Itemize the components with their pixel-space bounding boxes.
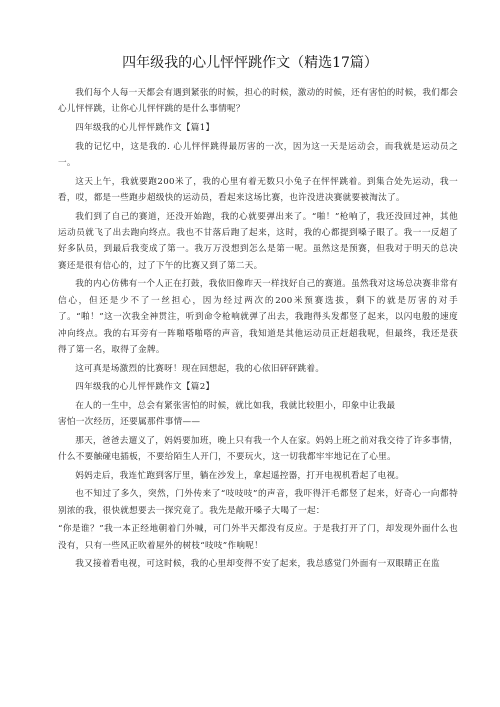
paragraph: 我的内心仿佛有一个人正在打鼓，我依旧像昨天一样找好自己的赛道。虽然我对这场总决赛非常有信心，但还是少不了一丝担心，因为经过两次的200米预赛选拔，剩下的就是厉害的对手了。“啪！”这一次我全神贯注，听到命令枪响就弹了出去，我跑得头发都竖了起来，以闪电般的速度冲向终点。我的右耳旁有一阵啪嗒啪嗒的声音，我知道是其他运动员正赶超我呢，但最终，我还是获得了第一名，取得了金牌。 [58, 279, 458, 356]
paragraph: 在人的一生中，总会有紧张害怕的时候，就比如我，我就比较胆小，印象中让我最 [75, 400, 396, 411]
paragraph: 那天，爸爸去遛义了，妈妈要加班，晚上只有我一个人在家。妈妈上班之前对我交待了许多事情，什么不要触碰电插板，不要给陌生人开门，不要玩火，这一切我都牢牢地记在了心里。 [58, 435, 458, 463]
paragraph-intro: 我们每个人每一天都会有遇到紧张的时候，担心的时候，激动的时候，还有害怕的时候，我们都会心儿怦怦跳，让你心儿怦怦跳的是什么事情呢？ [58, 88, 458, 115]
document-body [58, 85, 458, 575]
paragraph: 也不知过了多久，突然，门外传来了“吱吱吱”的声音，我吓得汗毛都竖了起来，好奇心一向都特别浓的我，很快就想要去一探究竟了。我先是敞开嗓子大喝了一起： [58, 489, 458, 516]
paragraph: 妈妈走后，我连忙跑到客厅里，躺在沙发上，拿起遥控器，打开电视机看起了电视。 [75, 470, 405, 481]
paragraph: 这天上午，我就要跑200米了，我的心里有着无数只小兔子在怦怦跳着。到集合处先运动，我一看，哎，都是一些跑步超级快的运动员，看起来这场比赛，也许没进决赛就要被淘汰了。 [58, 176, 458, 203]
paragraph-continuation: 害怕一次经历，还要属那件事情—— [58, 417, 201, 428]
section-heading-2: 四年级我的心儿怦怦跳作文【篇2】 [75, 382, 215, 393]
paragraph-quote: “你是谁？”我一本正经地朝着门外喊，可门外半天都没有反应。于是我打开了门，却发现外面什么也没有，只有一些风正吹着屋外的树枝“吱吱”作响呢！ [58, 524, 458, 551]
paragraph: 我又接着看电视，可这时候，我的心里却变得不安了起来，我总感觉门外面有一双眼睛正在监 [75, 559, 440, 570]
section-heading-1: 四年级我的心儿怦怦跳作文【篇1】 [75, 123, 215, 133]
paragraph: 我们到了自己的赛道，还没开始跑，我的心就要弹出来了。“啪！”枪响了，我还没回过神，其他运动员就飞了出去跑向终点。我也不甘落后跑了起来，这时，我的心都提到嗓子眼了。我一一反超了好多队员，到最后我变成了第一。我万万没想到怎么是第一呢。虽然这是预赛，但我对于明天的总决赛还是很有信心的，过了下午的比赛又到了第二天。 [58, 211, 458, 271]
paragraph: 这可真是场激烈的比赛呀！现在回想起，我的心依旧砰砰跳着。 [75, 363, 325, 374]
document-title: 四年级我的心儿怦怦跳作文（精选17篇） [122, 55, 378, 71]
paragraph: 我的记忆中，这是我的. 心儿怦怦跳得最厉害的一次，因为这一天是运动会，而我就是运动员之一。 [58, 141, 458, 168]
